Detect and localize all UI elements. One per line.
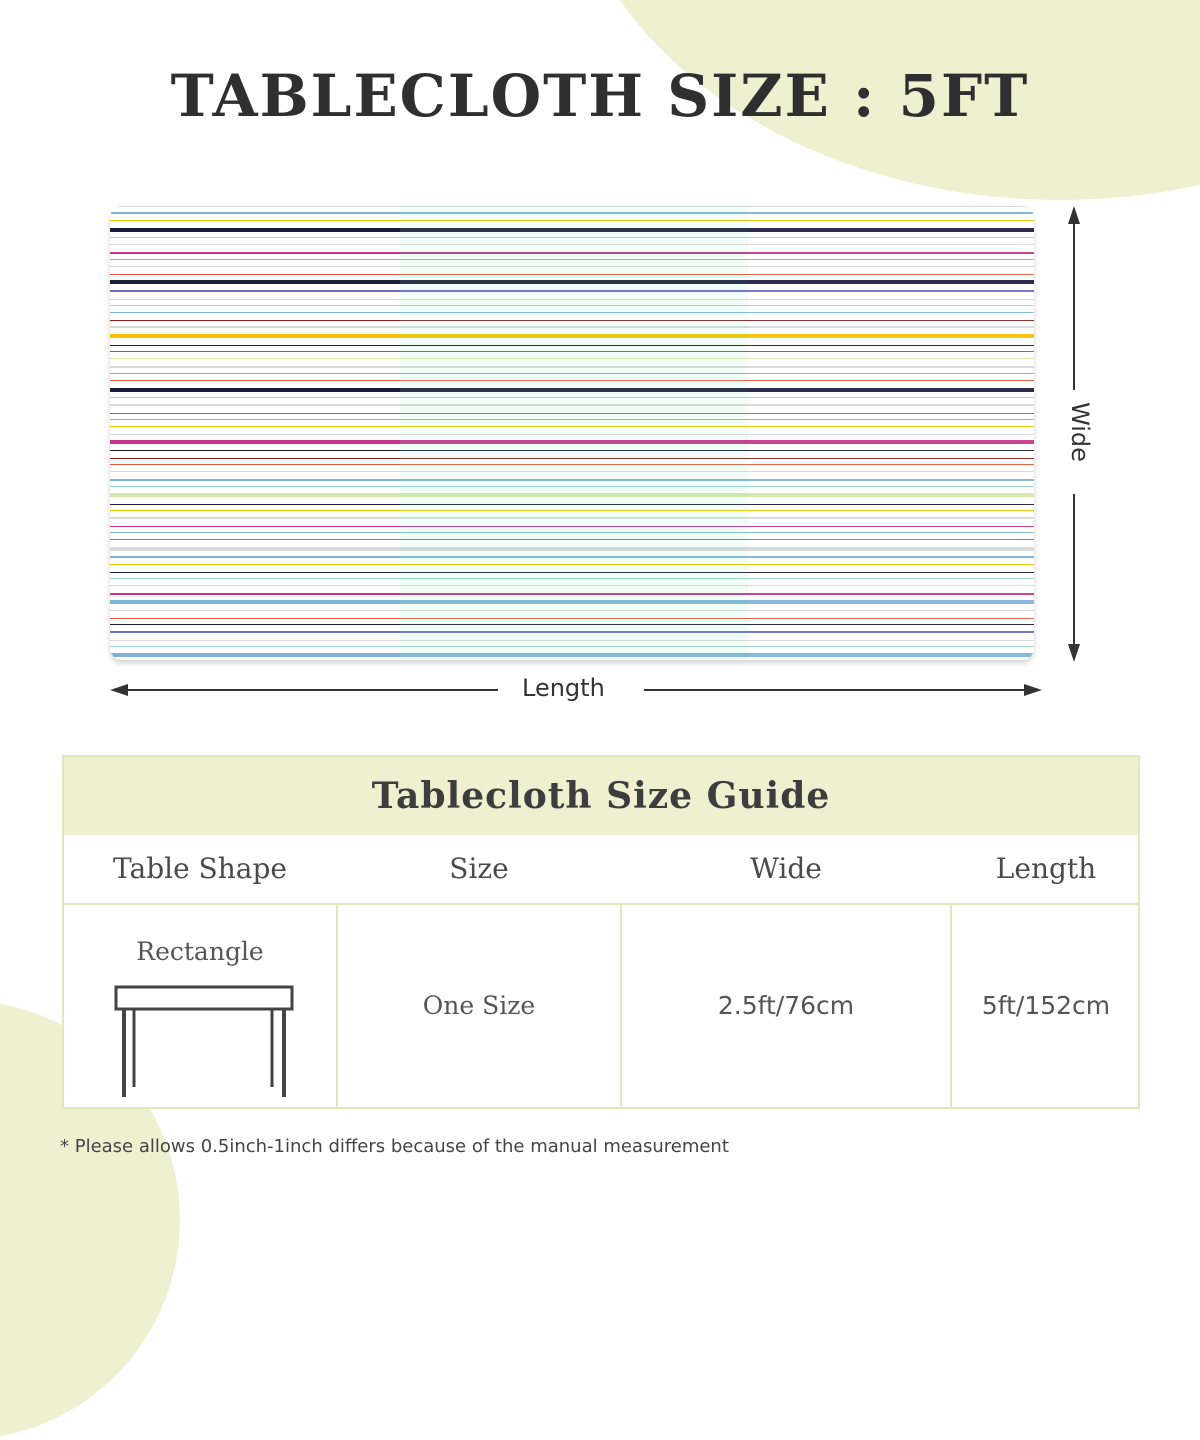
length-value: 5ft/152cm — [981, 991, 1111, 1020]
tablecloth-preview — [110, 206, 1034, 660]
column-header-size: Size — [449, 852, 509, 885]
arrow-right-icon — [1024, 684, 1042, 696]
measurement-footnote: * Please allows 0.5inch-1inch differs because of the manual measurement — [60, 1136, 729, 1157]
size-guide-table — [62, 755, 1140, 1109]
fold-panel — [400, 206, 748, 660]
arrow-left-icon — [110, 684, 128, 696]
wide-value: 2.5ft/76cm — [717, 991, 855, 1020]
column-header-wide: Wide — [750, 852, 822, 885]
page-title: TABLECLOTH SIZE : 5FT — [170, 62, 1030, 130]
stripe-pattern — [110, 206, 1034, 660]
wide-label: Wide — [1065, 402, 1094, 462]
size-value: One Size — [422, 991, 536, 1020]
column-header-length: Length — [995, 852, 1097, 885]
table-icon — [112, 985, 302, 1101]
arrow-down-icon — [1068, 644, 1080, 662]
fold-panel — [748, 206, 1034, 660]
table-shape-value: Rectangle — [136, 937, 264, 966]
arrow-up-icon — [1068, 206, 1080, 224]
size-guide-title: Tablecloth Size Guide — [64, 757, 1138, 835]
length-label: Length — [512, 674, 615, 702]
column-header-table-shape: Table Shape — [113, 852, 287, 885]
